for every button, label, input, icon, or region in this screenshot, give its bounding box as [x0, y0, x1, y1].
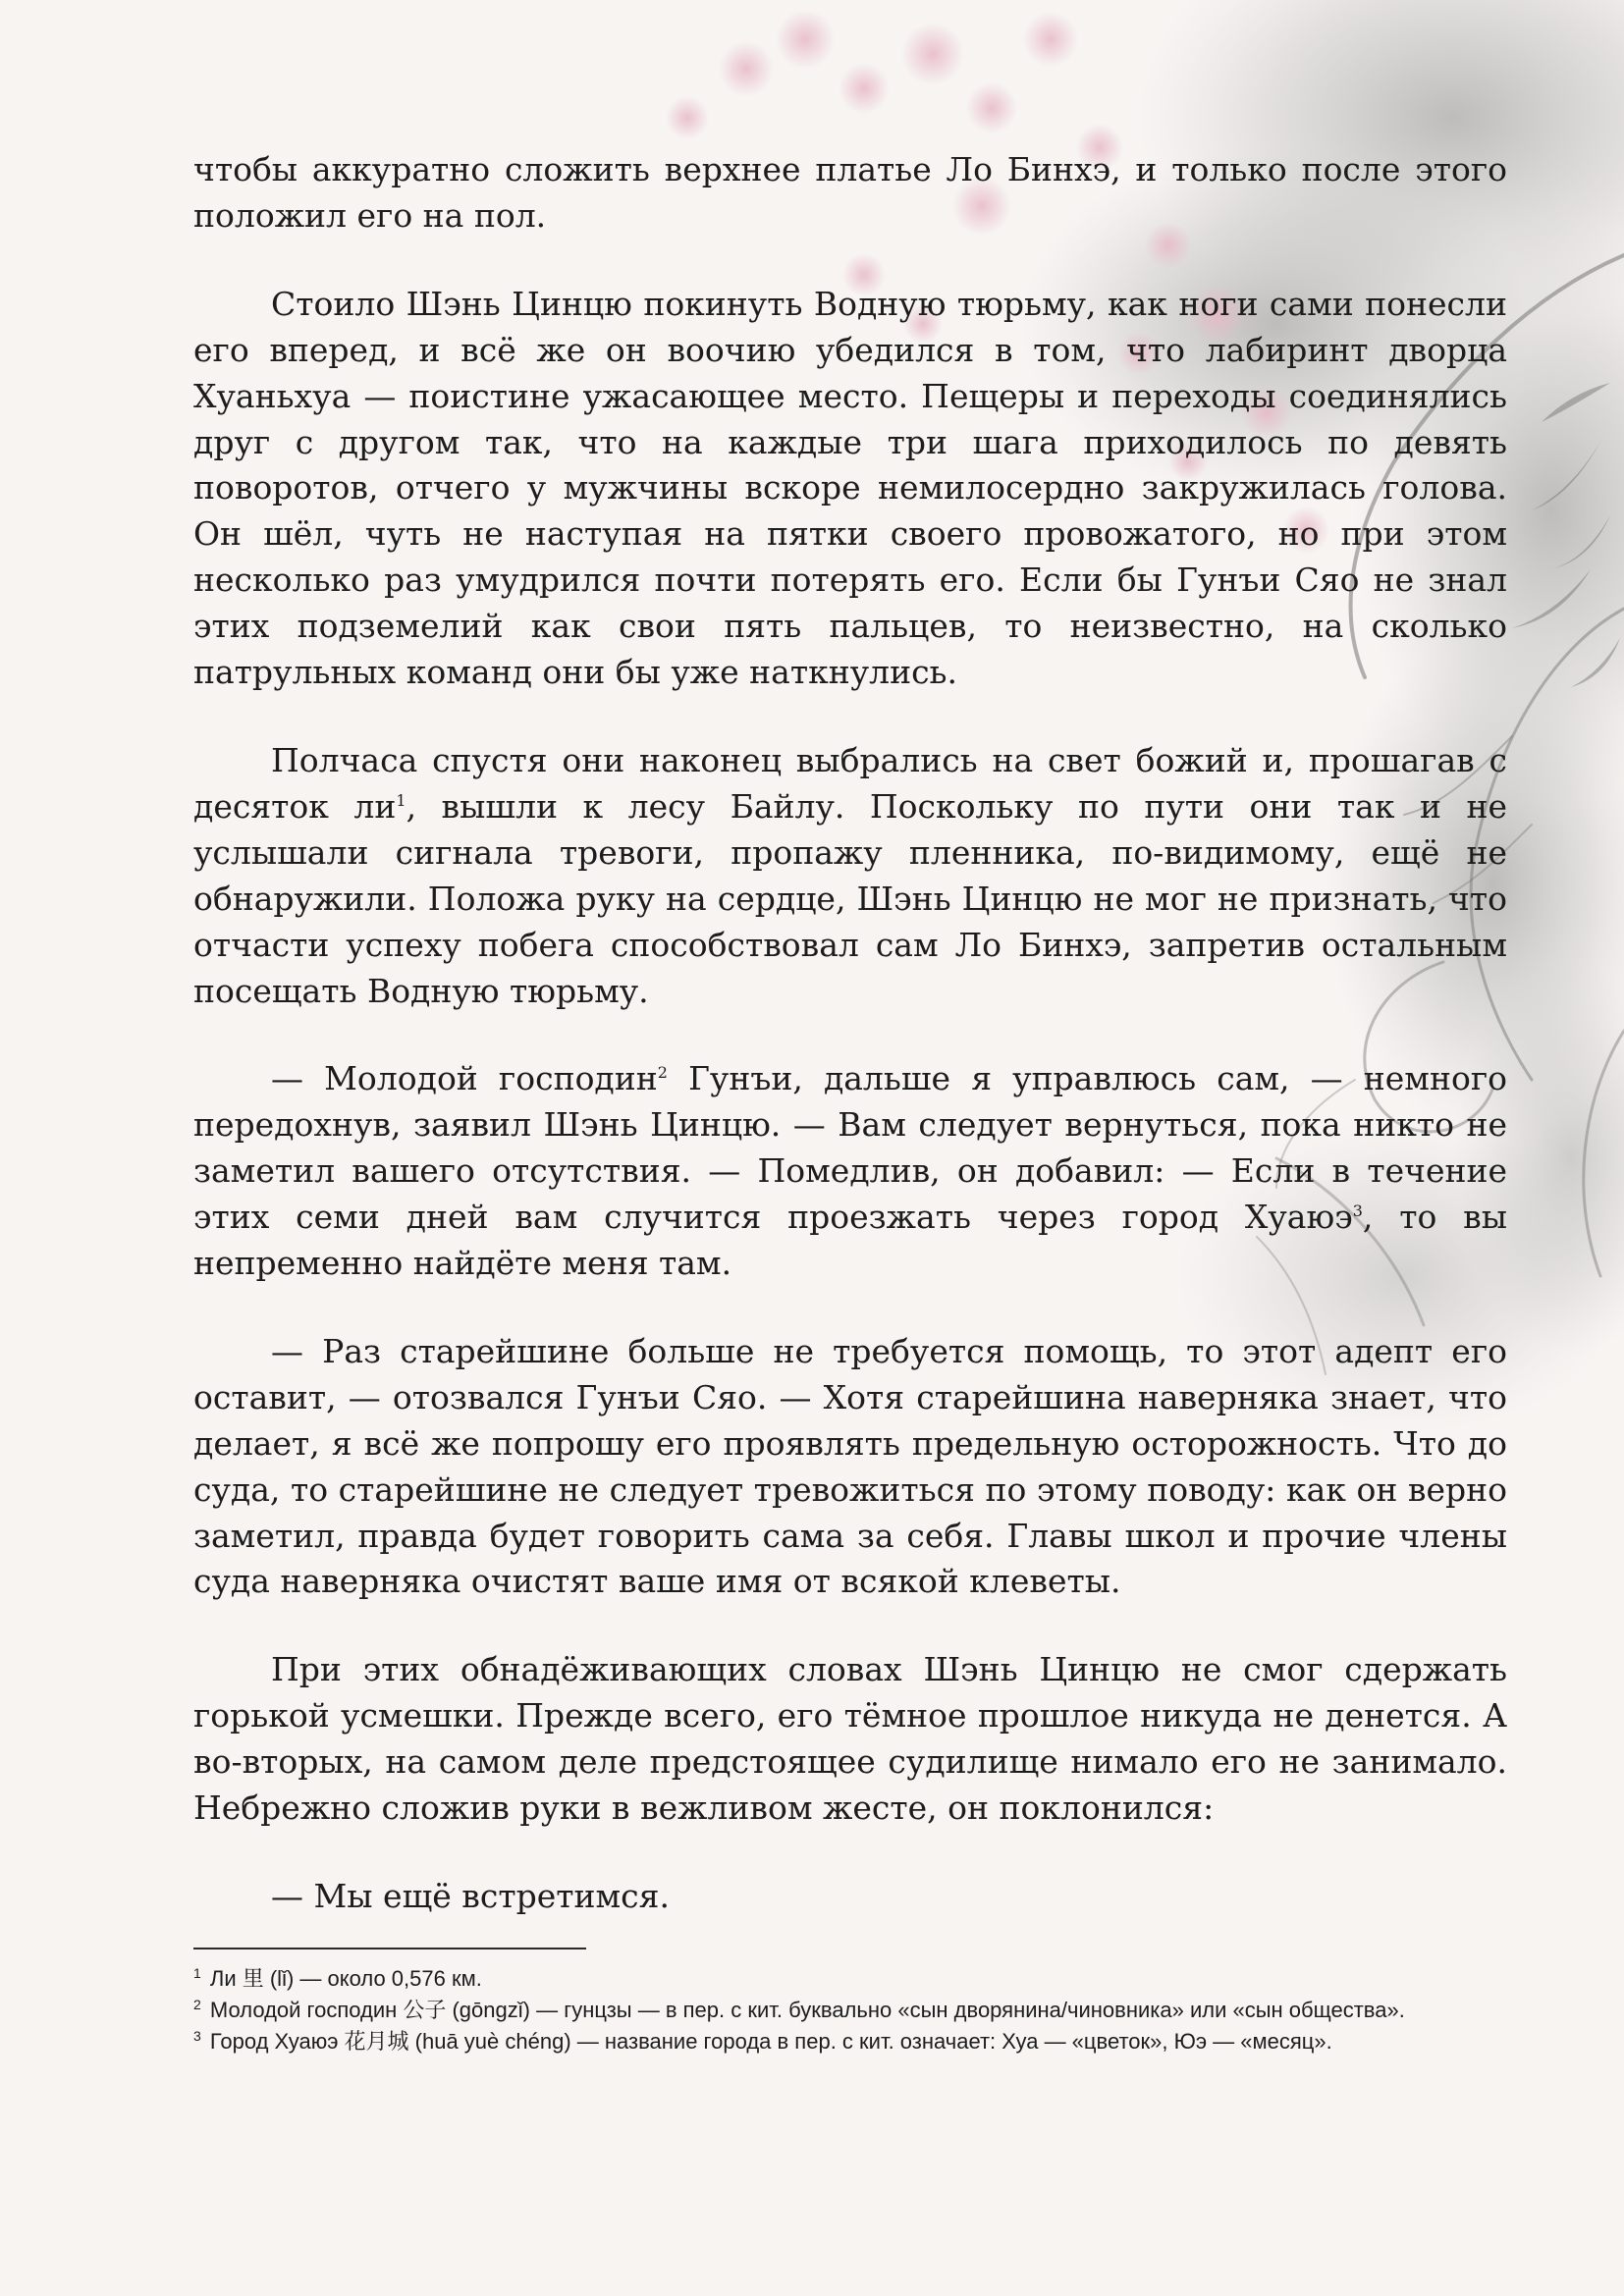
paragraph-text: При этих обнадёживающих словах Шэнь Цинцю не смог сдержать горькой усмешки. Прежде всего, его тёмное прошлое никуда не денется. А во-вторых, на самом деле предстоящее судилище нимало его не занимало. Небрежно сложив руки в вежливом жесте, он поклонился: — [193, 1650, 1507, 1828]
footnote-text: Город Хуаюэ 花月城 (huā yuè chéng) — название города в пер. с кит. означает: Хуа — «цветок», Юэ — «месяц». — [203, 2029, 1332, 2054]
footnote-divider — [193, 1948, 586, 1949]
footnotes — [193, 1963, 1480, 2057]
paragraph — [193, 1874, 1507, 1920]
footnote-ref[interactable]: 2 — [657, 1063, 668, 1083]
page-body — [193, 147, 1507, 1962]
paragraph-text: — Раз старейшине больше не требуется помощь, то этот адепт его оставит, — отозвался Гунъи Сяо. — Хотя старейшина наверняка знает, что делает, я всё же попрошу его проявлять предельную осторожность. Что до суда, то старейшине не следует тревожиться по этому поводу: как он верно заметил, правда будет говорить сама за себя. Главы школ и прочие члены суда наверняка очистят ваше имя от всякой клеветы. — [193, 1331, 1507, 1601]
footnote-ref[interactable]: 1 — [396, 790, 406, 810]
paragraph — [193, 1647, 1507, 1832]
footnote — [193, 1995, 1480, 2026]
paragraph — [193, 1056, 1507, 1287]
footnote — [193, 2026, 1480, 2057]
paragraph-text: Стоило Шэнь Цинцю покинуть Водную тюрьму, как ноги сами понесли его вперед, и всё же он воочию убедился в том, что лабиринт дворца Хуаньхуа — поистине ужасающее место. Пещеры и переходы соединялись друг с другом так, что на каждые три шага приходилось по девять поворотов, отчего у мужчины вскоре немилосердно закружилась голова. Он шёл, чуть не наступая на пятки своего провожатого, но при этом несколько раз умудрился почти потерять его. Если бы Гунъи Сяо не знал этих подземелий как свои пять пальцев, то неизвестно, на сколько патрульных команд они бы уже наткнулись. — [193, 284, 1507, 692]
footnote-ref[interactable]: 3 — [1352, 1201, 1363, 1221]
footnote-text: Молодой господин 公子 (gōngzǐ) — гунцзы — в пер. с кит. буквально «сын дворянина/чиновника» или «сын общества». — [203, 1998, 1405, 2022]
footnote-mark: 3 — [193, 2027, 201, 2044]
paragraph — [193, 282, 1507, 696]
paragraph-text: Полчаса спустя они наконец выбрались на свет божий и, прошагав с десяток ли — [193, 740, 1507, 826]
footnote — [193, 1963, 1480, 1995]
footnote-mark: 2 — [193, 1996, 201, 2012]
paragraph-text: Гунъи, дальше я управлюсь сам, — немного передохнув, заявил Шэнь Цинцю. — Вам следует вернуться, пока никто не заметил вашего отсутствия. — Помедлив, он добавил: — Если в течение этих семи дней вам случится проезжать через город Хуаюэ — [193, 1059, 1507, 1237]
paragraph — [193, 738, 1507, 1014]
paragraph-text: чтобы аккуратно сложить верхнее платье Ло Бинхэ, и только после этого положил его на пол. — [193, 150, 1507, 235]
footnote-text: Ли 里 (lǐ) — около 0,576 км. — [203, 1966, 482, 1991]
paragraph — [193, 1329, 1507, 1605]
paragraph-text: , вышли к лесу Байлу. Поскольку по пути они так и не услышали сигнала тревоги, пропажу пленника, по-видимому, ещё не обнаружили. Положа руку на сердце, Шэнь Цинцю не мог не признать, что отчасти успеху побега способствовал сам Ло Бинхэ, запретив остальным посещать Водную тюрьму. — [193, 786, 1507, 1010]
paragraph-text: — Молодой господин — [271, 1059, 658, 1098]
paragraph-text: , то вы непременно найдёте меня там. — [193, 1198, 1507, 1283]
footnote-mark: 1 — [193, 1964, 201, 1981]
paragraph-text: — Мы ещё встретимся. — [271, 1877, 670, 1915]
paragraph — [193, 147, 1507, 240]
